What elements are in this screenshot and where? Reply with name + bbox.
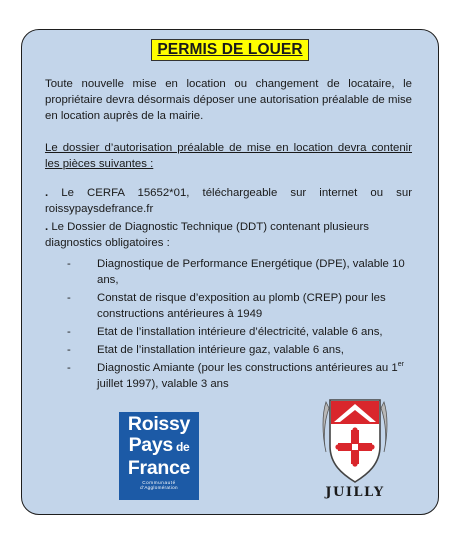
list-item-text: Le Dossier de Diagnostic Technique (DDT) contenant plusieurs diagnostics obligatoires :	[45, 221, 369, 249]
intro-paragraph: Toute nouvelle mise en location ou changement de locataire, le propriétaire devra désormais déposer une autorisation préalable de mise en location auprès de la mairie.	[45, 78, 412, 122]
logo-line-1: Roissy	[127, 413, 191, 435]
title-wrap	[22, 39, 438, 61]
logo-word-de: de	[172, 440, 190, 454]
logo-word-pays: Pays	[128, 434, 173, 456]
logo-line-4: Communauté	[142, 480, 176, 485]
documents-heading: Le dossier d’autorisation préalable de mise en location devra contenir les pièces suivantes :	[45, 142, 412, 170]
dash: -	[67, 292, 71, 304]
dash: -	[67, 326, 71, 338]
diagnostic-text: Etat de l’installation intérieure gaz, valable 6 ans,	[97, 344, 344, 356]
diagnostic-text-part: Diagnostic Amiante (pour les constructions antérieures au 1	[97, 362, 398, 374]
diagnostic-text-part: juillet 1997), valable 3 ans	[97, 377, 229, 390]
dash: -	[67, 362, 71, 374]
list-item-text: Le CERFA 15652*01, téléchargeable sur internet ou sur roissypaysdefrance.fr	[45, 187, 412, 215]
dash: -	[67, 258, 71, 270]
logo-line-5: d’Agglomération	[140, 485, 178, 490]
list-item-cerfa	[45, 186, 412, 218]
info-card	[21, 29, 439, 515]
list-item-ddt	[45, 220, 412, 252]
ordinal-suffix: er	[397, 361, 404, 368]
diagnostic-text: Diagnostique de Performance Energétique (DPE), valable 10 ans,	[97, 258, 405, 286]
diagnostic-text: Etat de l’installation intérieure d’électricité, valable 6 ans,	[97, 326, 383, 338]
diagnostic-text	[97, 361, 412, 393]
diagnostic-text: Constat de risque d’exposition au plomb (CREP) pour les constructions antérieures à 1949	[97, 292, 386, 320]
logo-line-2	[119, 435, 199, 458]
bullet: .	[45, 187, 49, 199]
roissy-pays-de-france-logo	[119, 412, 199, 500]
logo-line-3: France	[127, 457, 191, 479]
bullet: .	[45, 221, 49, 233]
juilly-label: JUILLY	[325, 485, 385, 500]
page-title: PERMIS DE LOUER	[151, 39, 308, 61]
dash: -	[67, 344, 71, 356]
